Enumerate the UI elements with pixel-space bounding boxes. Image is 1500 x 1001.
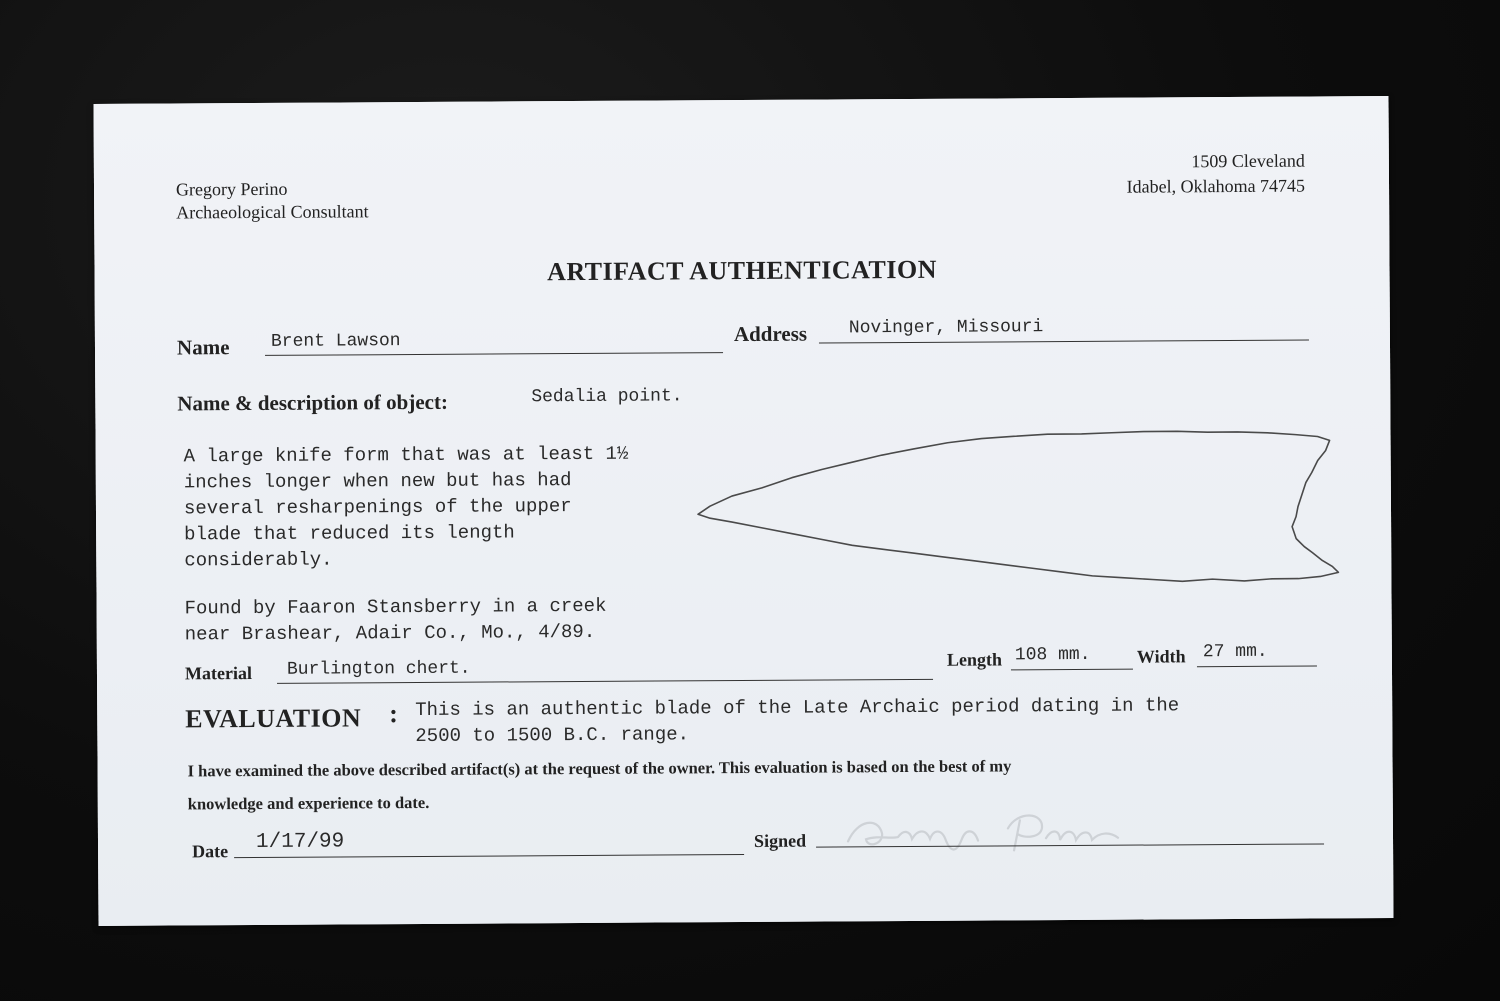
address-value: Novinger, Missouri [848,317,1044,339]
authentication-certificate [94,96,1394,926]
consultant-title: Archaeological Consultant [176,201,369,223]
signed-label: Signed [753,830,807,851]
date-underline [234,854,744,858]
object-label: Name & description of object: [177,389,449,416]
address-underline [819,340,1309,344]
date-value: 1/17/99 [255,830,345,854]
length-label: Length [946,649,1002,670]
length-value: 108 mm. [1014,644,1091,666]
evaluation-colon: : [389,699,398,729]
signature-image [838,797,1178,859]
length-underline [1011,669,1133,671]
width-value: 27 mm. [1202,641,1268,663]
consultant-address-line1: 1509 Cleveland [1191,150,1305,172]
form-title: ARTIFACT AUTHENTICATION [547,254,938,287]
consultant-name: Gregory Perino [175,178,288,200]
consultant-address-line2: Idabel, Oklahoma 74745 [1126,175,1306,197]
material-underline [277,679,933,684]
blade-outline-drawing [692,426,1353,590]
object-value: Sedalia point. [531,386,683,408]
evaluation-heading: EVALUATION [185,703,362,734]
date-label: Date [192,841,229,862]
material-label: Material [184,663,253,684]
evaluation-statement: I have examined the above described artifact(s) at the request of the owner. This evaluation is based on the best of my knowledge and experience to date. [187,756,1012,814]
name-value: Brent Lawson [270,331,401,352]
name-underline [265,352,723,356]
address-label: Address [733,321,808,347]
name-label: Name [176,335,230,360]
object-description: A large knife form that was at least 1½ inches longer when new but has had several resharpenings of the upper blade that reduced its length considerably. [183,442,629,572]
material-value: Burlington chert. [286,658,471,680]
width-label: Width [1136,646,1186,667]
width-underline [1197,665,1317,667]
find-location: Found by Faaron Stansberry in a creek near Brashear, Adair Co., Mo., 4/89. [184,594,607,646]
evaluation-text: This is an authentic blade of the Late Archaic period dating in the 2500 to 1500 B.C. range. [415,694,1180,748]
